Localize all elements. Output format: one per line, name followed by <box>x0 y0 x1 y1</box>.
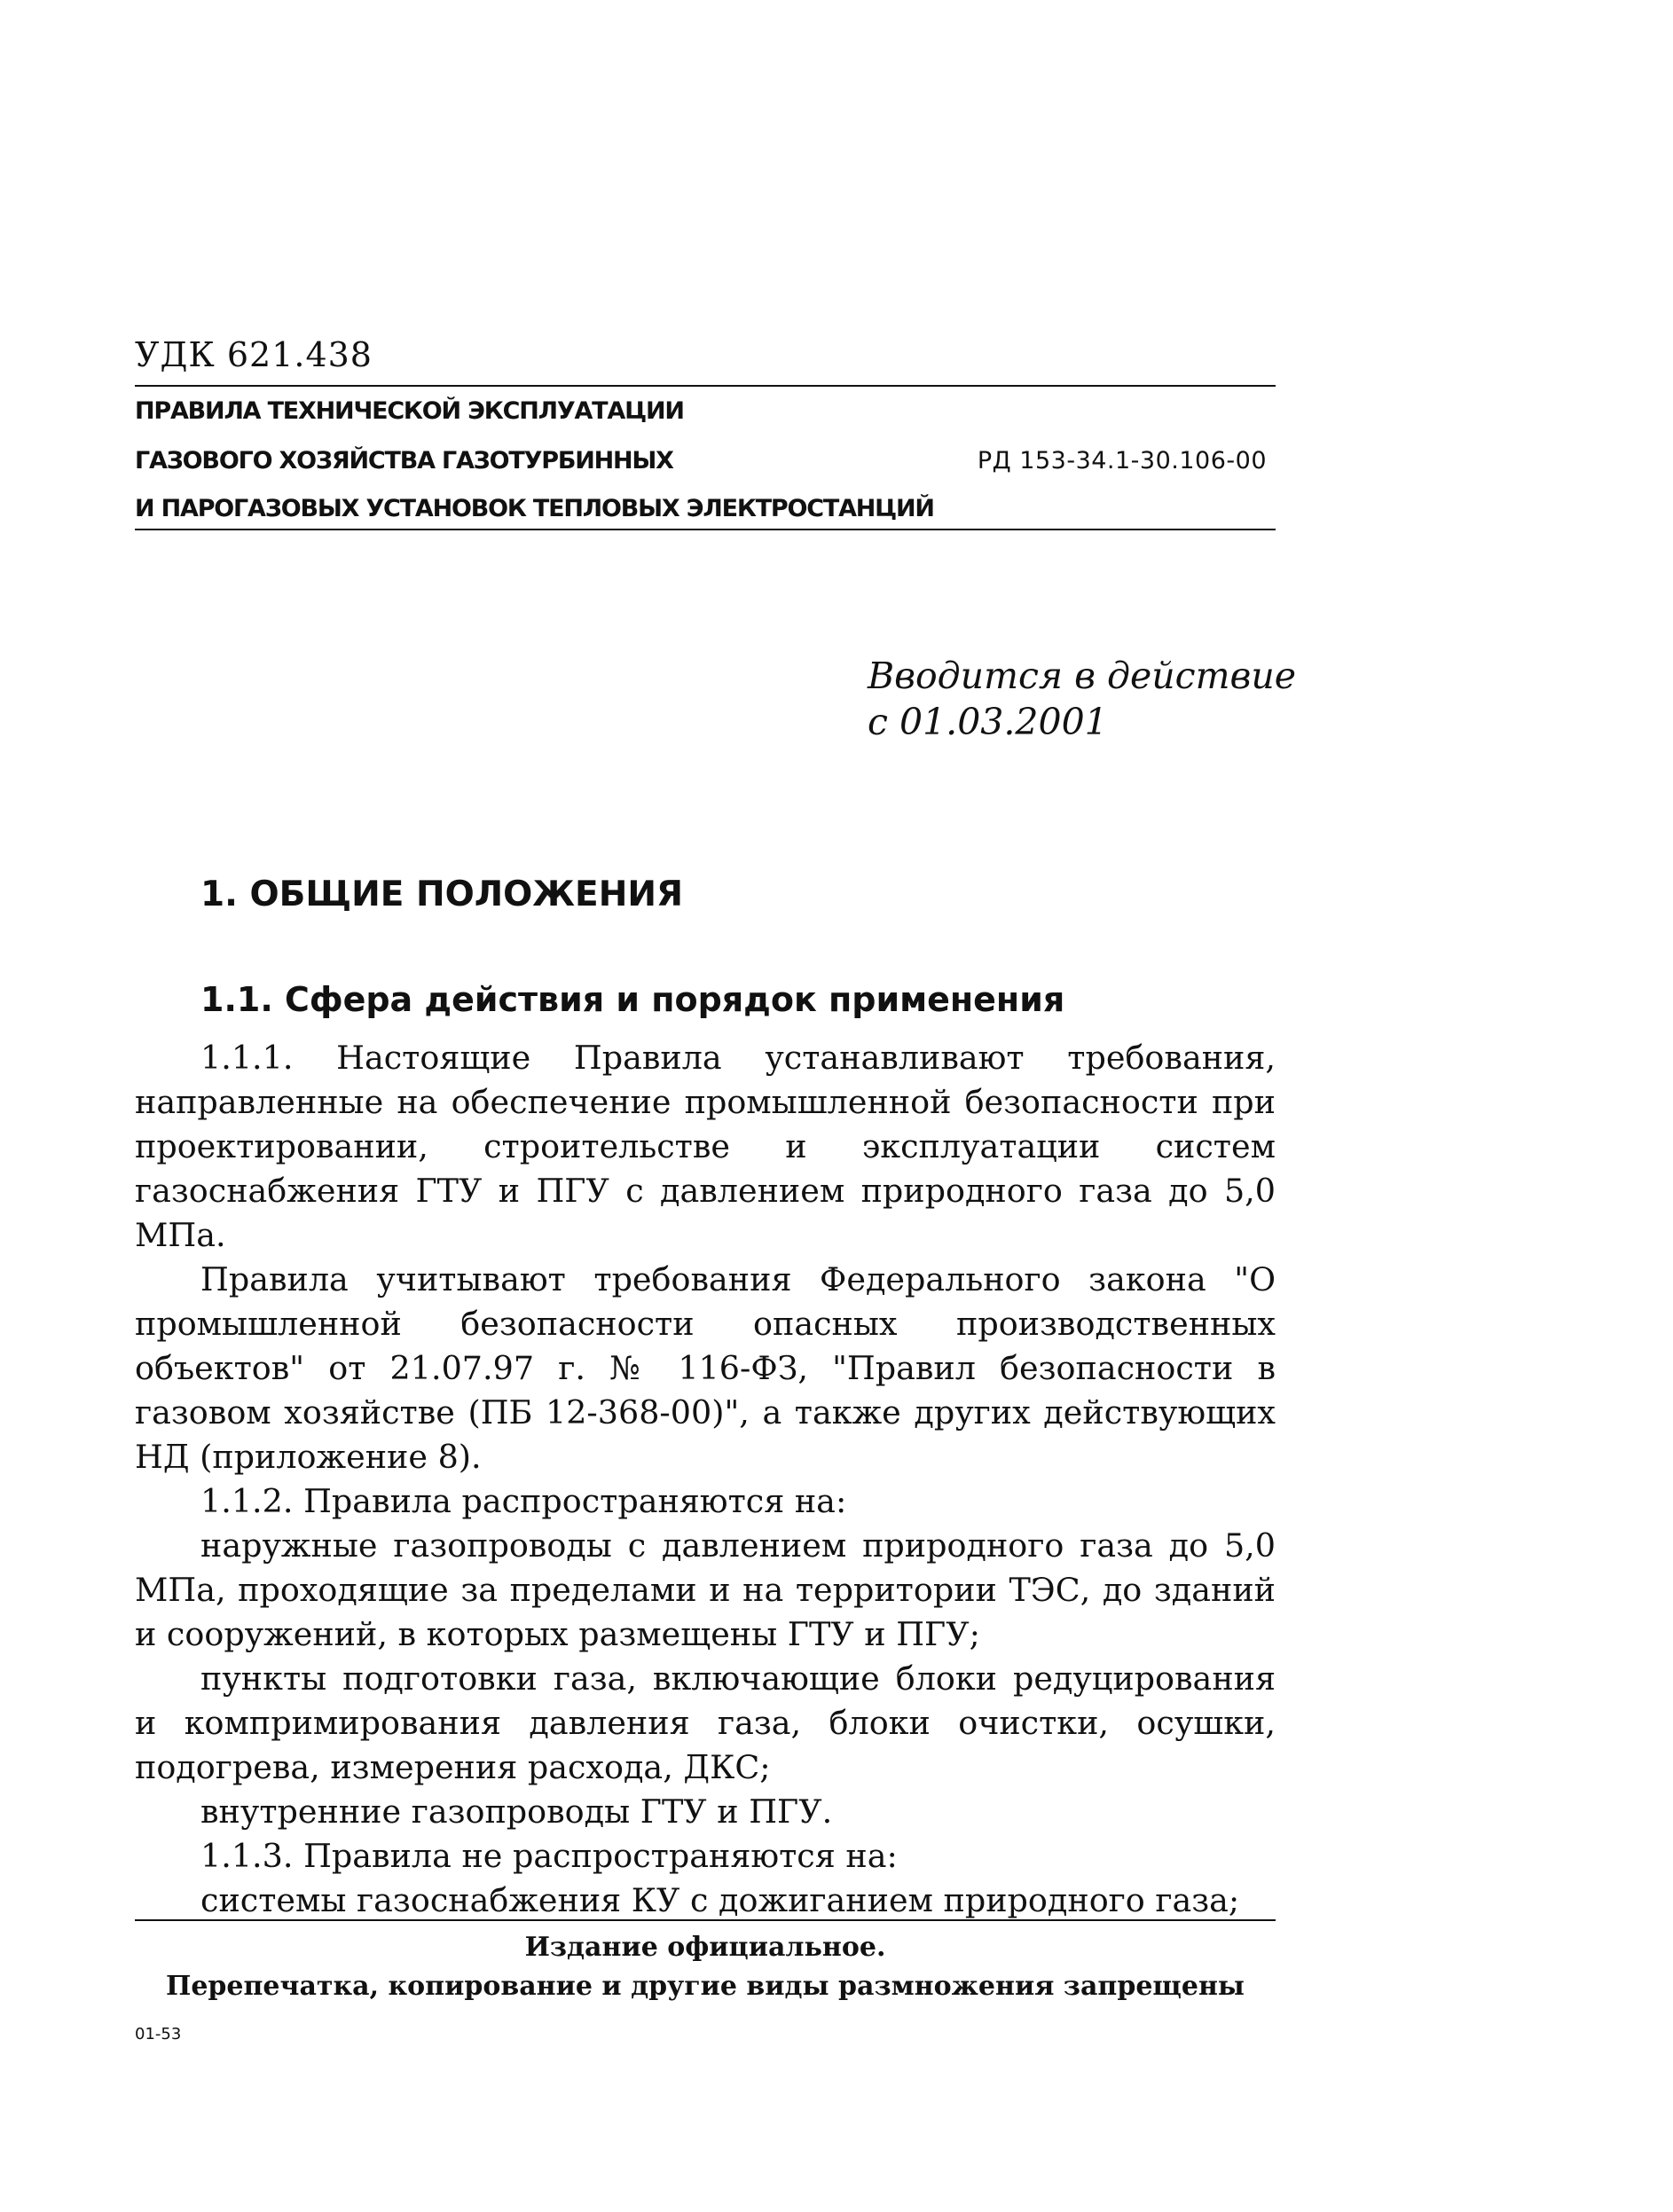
paragraph-federal-law: Правила учитывают требования Федерального закона "О промышленной безопасности опасных производственных объектов" от 21.07.97 г. № 116-ФЗ, "Правил безопасности в газовом хозяйстве (ПБ 12-368-00)", а также других действующих НД (приложение 8). <box>135 1260 1276 1476</box>
effective-date-note <box>868 653 1296 745</box>
document-title-line-1: ПРАВИЛА ТЕХНИЧЕСКОЙ ЭКСПЛУАТАЦИИ <box>135 397 684 425</box>
effective-line-1: Вводится в действие <box>868 655 1297 697</box>
list-item-gas-preparation: пункты подготовки газа, включающие блоки редуцирования и компримирования давления газа, блоки очистки, осушки, подогрева, измерения расхода, ДКС; <box>135 1659 1276 1786</box>
footer-rule <box>135 1919 1276 1921</box>
document-title-line-2: ГАЗОВОГО ХОЗЯЙСТВА ГАЗОТУРБИННЫХ <box>135 447 673 475</box>
section-heading: 1. ОБЩИЕ ПОЛОЖЕНИЯ <box>200 875 684 914</box>
subsection-heading: 1.1. Сфера действия и порядок применения <box>200 980 1065 1019</box>
udk-code: УДК 621.438 <box>135 335 373 374</box>
document-code: РД 153-34.1-30.106-00 <box>977 447 1267 475</box>
document-title-line-3: И ПАРОГАЗОВЫХ УСТАНОВОК ТЕПЛОВЫХ ЭЛЕКТРОСТАНЦИЙ <box>135 495 934 522</box>
effective-line-2: с 01.03.2001 <box>868 701 1108 743</box>
page-code: 01-53 <box>135 2025 182 2043</box>
list-item-outer-pipelines: наружные газопроводы с давлением природного газа до 5,0 МПа, проходящие за пределами и на территории ТЭС, до зданий и сооружений, в которых размещены ГТУ и ПГУ; <box>135 1526 1276 1653</box>
body-text <box>135 1036 1276 1923</box>
header-top-rule <box>135 385 1276 387</box>
paragraph-1-1-3: 1.1.3. Правила не распространяются на: <box>200 1837 898 1875</box>
footer-official-edition: Издание официальное. <box>524 1932 886 1963</box>
paragraph-1-1-1: 1.1.1. Настоящие Правила устанавливают требования, направленные на обеспечение промышленной безопасности при проектировании, строительстве и эксплуатации систем газоснабжения ГТУ и ПГУ с давлением природного газа до 5,0 МПа. <box>135 1039 1276 1254</box>
list-item-inner-pipelines: внутренние газопроводы ГТУ и ПГУ. <box>200 1792 833 1831</box>
paragraph-1-1-2: 1.1.2. Правила распространяются на: <box>200 1482 847 1520</box>
footer-copy-notice: Перепечатка, копирование и другие виды размножения запрещены <box>165 1971 1245 2002</box>
header-bottom-rule <box>135 529 1276 530</box>
list-item-ku-systems: системы газоснабжения КУ с дожиганием природного газа; <box>200 1881 1240 1919</box>
